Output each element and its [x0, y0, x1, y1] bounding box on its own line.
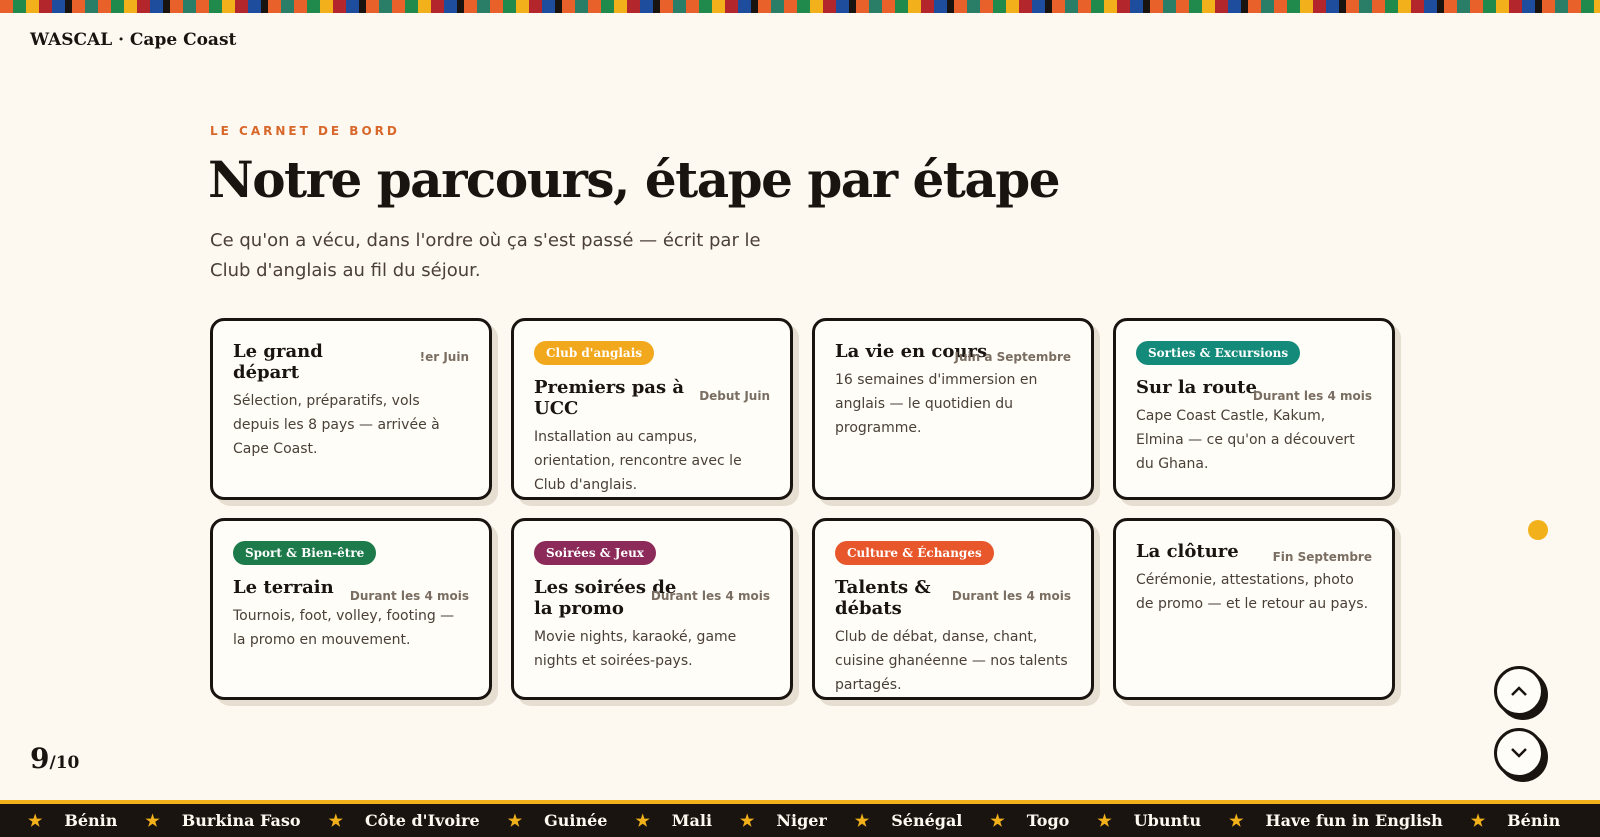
ticker-item [1069, 811, 1201, 830]
card-date: Durant les 4 mois [349, 589, 469, 603]
ticker-item [607, 811, 712, 830]
ticker-item [1201, 811, 1443, 830]
ticker-item [1443, 811, 1560, 830]
card-tag: Culture & Échanges [835, 541, 994, 565]
card-date: !er Juin [419, 350, 469, 364]
slide-total: /10 [49, 753, 80, 773]
timeline-card[interactable] [1113, 518, 1395, 700]
ticker-item [301, 811, 480, 830]
ticker-label: Sénégal [891, 811, 963, 830]
card-text: Cérémonie, attestations, photo de promo — et le retour au pays. [1136, 572, 1369, 612]
ticker-label: Bénin [64, 811, 118, 830]
ticker-item [0, 811, 117, 830]
card-title: Premiers pas à UCC [534, 377, 685, 419]
card-date: Durant les 4 mois [650, 589, 770, 603]
card-title: Sur la route [1136, 377, 1257, 398]
card-title: Les soirées de la promo [534, 577, 677, 619]
brand-logo[interactable]: WASCAL · Cape Coast [30, 30, 237, 50]
timeline-card[interactable] [812, 318, 1094, 500]
card-title: La vie en cours [835, 341, 988, 362]
ticker-label: Guinée [544, 811, 608, 830]
slide-current: 9 [30, 742, 50, 775]
chevron-up-icon [1510, 685, 1528, 697]
ticker-item [712, 811, 827, 830]
ticker-item [827, 811, 963, 830]
ticker-item [117, 811, 300, 830]
card-text: Sélection, préparatifs, vols depuis les 8 pays — arrivée à Cape Coast. [233, 393, 440, 457]
card-tag: Sorties & Excursions [1136, 341, 1300, 365]
ticker-label: Mali [671, 811, 713, 830]
card-text: 16 semaines d'immersion en anglais — le quotidien du programme. [835, 372, 1038, 436]
card-date: Fin Septembre [1272, 550, 1372, 564]
page-title: Notre parcours, étape par étape [208, 150, 1060, 209]
ticker-label: Have fun in English [1265, 811, 1443, 830]
star-icon: ★ [1229, 811, 1244, 830]
star-icon: ★ [28, 811, 43, 830]
timeline-card[interactable] [812, 518, 1094, 700]
next-slide-button[interactable] [1494, 728, 1544, 778]
timeline-grid [210, 318, 1395, 700]
card-title: La clôture [1136, 541, 1239, 562]
star-icon: ★ [635, 811, 650, 830]
timeline-card[interactable] [511, 518, 793, 700]
card-title: Le terrain [233, 577, 334, 598]
card-date: Durant les 4 mois [951, 589, 1071, 603]
ticker-label: Niger [776, 811, 827, 830]
timeline-card[interactable] [210, 518, 492, 700]
star-icon: ★ [507, 811, 523, 830]
card-date: Debut Juin [699, 389, 770, 403]
previous-slide-button[interactable] [1494, 666, 1544, 716]
star-icon: ★ [328, 811, 343, 830]
card-title: Talents & débats [835, 577, 931, 619]
country-ticker [0, 800, 1600, 837]
card-tag: Club d'anglais [534, 341, 654, 365]
slide-counter [30, 742, 79, 775]
star-icon: ★ [990, 811, 1005, 830]
card-text: Tournois, foot, volley, footing — la promo en mouvement. [233, 608, 455, 648]
progress-dot[interactable] [1528, 520, 1548, 540]
card-title: Le grand départ [233, 341, 323, 383]
ticker-label: Ubuntu [1133, 811, 1202, 830]
star-icon: ★ [1097, 811, 1112, 830]
ticker-label: Togo [1026, 811, 1070, 830]
timeline-card[interactable] [511, 318, 793, 500]
card-date: Durant les 4 mois [1252, 389, 1372, 403]
star-icon: ★ [1470, 811, 1486, 830]
card-text: Cape Coast Castle, Kakum, Elmina — ce qu'on a découvert du Ghana. [1136, 408, 1355, 472]
chevron-down-icon [1510, 747, 1528, 759]
page-subtitle: Ce qu'on a vécu, dans l'ordre où ça s'est passé — écrit par le Club d'anglais au fil du séjour. [210, 230, 761, 281]
card-date: Juin a Septembre [954, 350, 1071, 364]
card-text: Movie nights, karaoké, game nights et soirées-pays. [534, 629, 737, 669]
ticker-item [962, 811, 1069, 830]
star-icon: ★ [740, 811, 755, 830]
ticker-label: Bénin [1507, 811, 1561, 830]
timeline-card[interactable] [1113, 318, 1395, 500]
card-tag: Sport & Bien-être [233, 541, 376, 565]
star-icon: ★ [145, 811, 160, 830]
card-text: Club de débat, danse, chant, cuisine ghanéenne — nos talents partagés. [835, 629, 1068, 693]
card-text: Installation au campus, orientation, rencontre avec le Club d'anglais. [534, 429, 742, 493]
timeline-card[interactable] [210, 318, 492, 500]
star-icon: ★ [854, 811, 870, 830]
ticker-item [480, 811, 608, 830]
kente-border [0, 0, 1600, 13]
ticker-label: Côte d'Ivoire [364, 811, 480, 830]
section-eyebrow: LE CARNET DE BORD [210, 124, 400, 138]
card-tag: Soirées & Jeux [534, 541, 656, 565]
ticker-label: Burkina Faso [181, 811, 301, 830]
